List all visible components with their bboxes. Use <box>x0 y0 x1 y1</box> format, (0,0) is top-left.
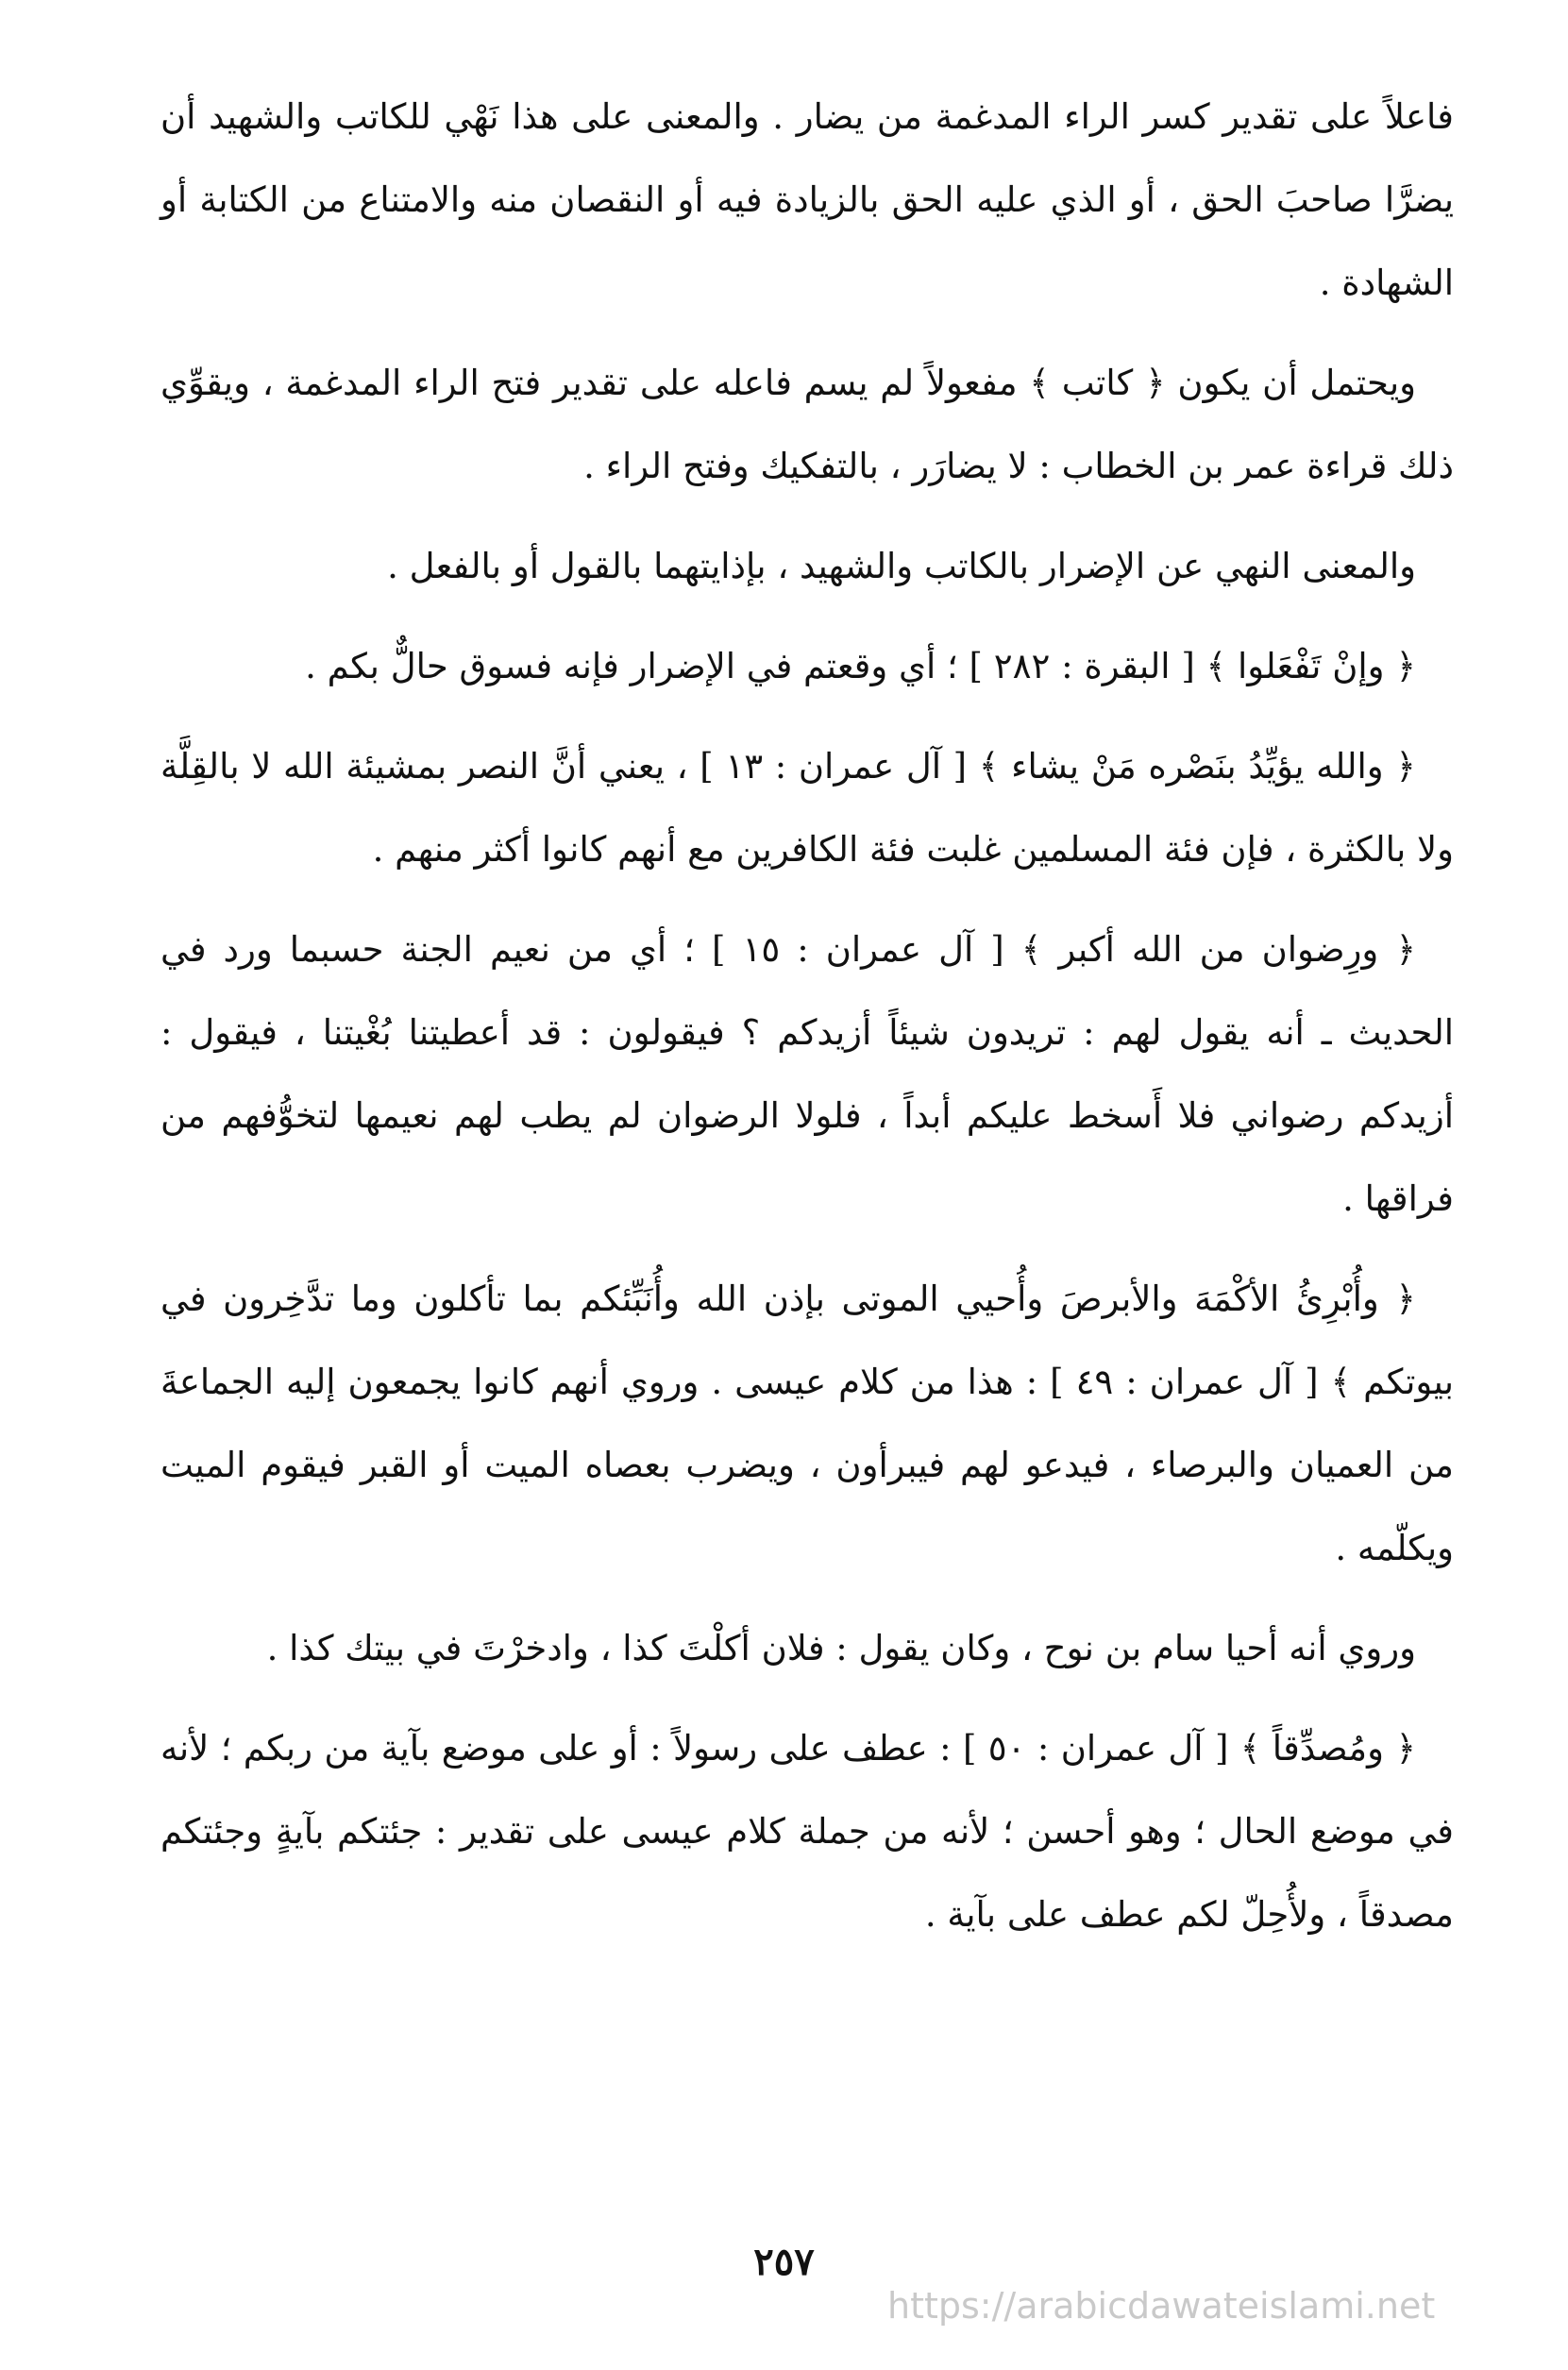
watermark-url: https://arabicdawateislami.net <box>887 2285 1436 2327</box>
paragraph-9: ﴿ ومُصدِّقاً ﴾ [ آل عمران : ٥٠ ] : عطف على رسولاً : أو على موضع بآية من ربكم ؛ لأنه في موضع الحال ؛ وهو أحسن ؛ لأنه من جملة كلام عيسى على تقدير : جئتكم بآيةٍ وجئتكم مصدقاً ، ولأُحِلّ لكم عطف على بآية . <box>160 1728 1454 1935</box>
page-body <box>160 76 1454 1973</box>
paragraph-4: ﴿ وإنْ تَفْعَلوا ﴾ [ البقرة : ٢٨٢ ] ؛ أي وقعتم في الإضرار فإنه فسوق حالٌّ بكم . <box>305 646 1416 686</box>
paragraph-5: ﴿ والله يؤيِّدُ بنَصْره مَنْ يشاء ﴾ [ آل عمران : ١٣ ] ، يعني أنَّ النصر بمشيئة الله لا بالقِلَّة ولا بالكثرة ، فإن فئة المسلمين غلبت فئة الكافرين مع أنهم كانوا أكثر منهم . <box>160 746 1454 870</box>
paragraph-3: والمعنى النهي عن الإضرار بالكاتب والشهيد ، بإذايتهما بالقول أو بالفعل . <box>387 546 1416 586</box>
paragraph-6: ﴿ ورِضوان من الله أكبر ﴾ [ آل عمران : ١٥ ] ؛ أي من نعيم الجنة حسبما ورد في الحديث ـ أنه يقول لهم : تريدون شيئاً أزيدكم ؟ فيقولون : قد أعطيتنا بُغْيتنا ، فيقول : أزيدكم رضواني فلا أَسخط عليكم أبداً ، فلولا الرضوان لم يطب لهم نعيمها لتخوُّفهم من فراقها . <box>160 929 1454 1219</box>
page-number: ٢٥٧ <box>753 2240 815 2284</box>
paragraph-2: ويحتمل أن يكون ﴿ كاتب ﴾ مفعولاً لم يسم فاعله على تقدير فتح الراء المدغمة ، ويقوِّي ذلك قراءة عمر بن الخطاب : لا يضارَر ، بالتفكيك وفتح الراء . <box>160 363 1454 486</box>
paragraph-7: ﴿ وأُبْرِئُ الأكْمَهَ والأبرصَ وأُحيي الموتى بإذن الله وأُنَبِّئكم بما تأكلون وما تدَّخِرون في بيوتكم ﴾ [ آل عمران : ٤٩ ] : هذا من كلام عيسى . وروي أنهم كانوا يجمعون إليه الجماعةَ من العميان والبرصاء ، فيدعو لهم فيبرأون ، ويضرب بعصاه الميت أو القبر فيقوم الميت ويكلّمه . <box>160 1278 1455 1568</box>
paragraph-1: فاعلاً على تقدير كسر الراء المدغمة من يضار . والمعنى على هذا نَهْي للكاتب والشهيد أن يضرَّا صاحبَ الحق ، أو الذي عليه الحق بالزيادة فيه أو النقصان منه والامتناع من الكتابة أو الشهادة . <box>160 96 1454 303</box>
paragraph-8: وروي أنه أحيا سام بن نوح ، وكان يقول : فلان أكلْتَ كذا ، وادخرْتَ في بيتك كذا . <box>266 1628 1416 1668</box>
